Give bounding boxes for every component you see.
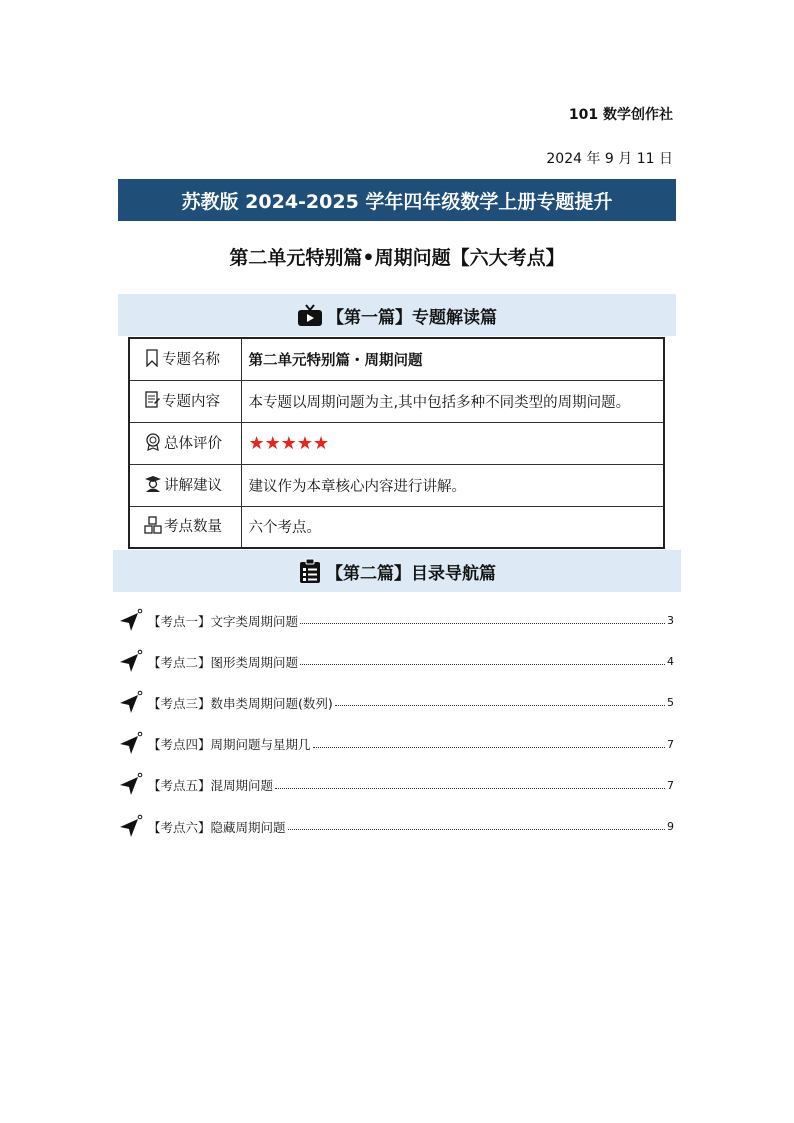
navigation-arrow-icon bbox=[118, 649, 144, 675]
navigation-arrow-icon bbox=[118, 731, 144, 757]
toc-page-number: 4 bbox=[667, 655, 674, 669]
row-label: 考点数量 bbox=[164, 519, 222, 536]
row-label-cell bbox=[129, 380, 241, 422]
toc-entry[interactable] bbox=[118, 600, 674, 641]
row-label-cell bbox=[129, 506, 241, 548]
toc-entry-title: 【考点四】周期问题与星期几 bbox=[148, 737, 311, 753]
toc-entry[interactable] bbox=[118, 806, 674, 847]
clipboard-list-icon bbox=[298, 558, 322, 584]
toc-entry-title: 【考点五】混周期问题 bbox=[148, 778, 274, 794]
document-subtitle: 第二单元特别篇•周期问题【六大考点】 bbox=[229, 247, 565, 269]
toc-page-number: 3 bbox=[667, 614, 674, 628]
toc-entry-title: 【考点一】文字类周期问题 bbox=[148, 613, 299, 629]
document-icon bbox=[144, 391, 160, 413]
document-title: 苏教版 2024-2025 学年四年级数学上册专题提升 bbox=[181, 190, 613, 213]
title-banner bbox=[118, 179, 676, 221]
row-label-cell bbox=[129, 422, 241, 464]
row-label: 专题名称 bbox=[162, 351, 220, 368]
toc-page-number: 7 bbox=[667, 778, 674, 792]
row-label-cell bbox=[129, 464, 241, 506]
bookmark-icon bbox=[144, 349, 160, 371]
toc-entry[interactable] bbox=[118, 765, 674, 806]
award-icon bbox=[144, 433, 162, 455]
toc-page-number: 9 bbox=[667, 820, 674, 834]
row-value: 六个考点。 bbox=[241, 506, 664, 548]
dot-leader bbox=[288, 829, 665, 830]
rating-cell bbox=[241, 422, 664, 464]
row-label-cell bbox=[129, 338, 241, 380]
table-row bbox=[129, 422, 664, 464]
row-label: 专题内容 bbox=[162, 393, 220, 410]
toc-entry[interactable] bbox=[118, 724, 674, 765]
table-row bbox=[129, 506, 664, 548]
dot-leader bbox=[300, 623, 665, 624]
teacher-icon bbox=[144, 475, 162, 497]
toc-page-number: 5 bbox=[667, 696, 674, 710]
tv-icon bbox=[297, 303, 323, 327]
section-header-interpretation bbox=[118, 294, 676, 336]
toc-page-number: 7 bbox=[667, 737, 674, 751]
section-header-navigation bbox=[113, 550, 681, 592]
section-title: 【第二篇】目录导航篇 bbox=[326, 563, 496, 584]
dot-leader bbox=[313, 747, 665, 748]
star-rating: ★★★★★ bbox=[248, 432, 330, 454]
toc-entry[interactable] bbox=[118, 682, 674, 723]
dot-leader bbox=[300, 664, 665, 665]
organization-name: 101 数学创作社 bbox=[568, 107, 673, 123]
row-label: 总体评价 bbox=[164, 435, 222, 452]
blocks-icon bbox=[144, 516, 162, 538]
section-title: 【第一篇】专题解读篇 bbox=[327, 307, 497, 328]
toc-entry-title: 【考点三】数串类周期问题(数列) bbox=[148, 695, 333, 711]
table-row bbox=[129, 464, 664, 506]
navigation-arrow-icon bbox=[118, 690, 144, 716]
document-date: 2024 年 9 月 11 日 bbox=[546, 151, 673, 167]
toc-entry[interactable] bbox=[118, 641, 674, 682]
toc-entry-title: 【考点二】图形类周期问题 bbox=[148, 654, 299, 670]
dot-leader bbox=[275, 788, 665, 789]
toc-entry-title: 【考点六】隐藏周期问题 bbox=[148, 819, 286, 835]
navigation-arrow-icon bbox=[118, 772, 144, 798]
table-row bbox=[129, 338, 664, 380]
topic-info-table bbox=[128, 337, 665, 549]
row-value: 本专题以周期问题为主,其中包括多种不同类型的周期问题。 bbox=[241, 380, 664, 422]
table-row bbox=[129, 380, 664, 422]
dot-leader bbox=[335, 705, 665, 706]
row-value: 建议作为本章核心内容进行讲解。 bbox=[241, 464, 664, 506]
navigation-arrow-icon bbox=[118, 814, 144, 840]
row-label: 讲解建议 bbox=[164, 477, 222, 494]
navigation-arrow-icon bbox=[118, 608, 144, 634]
row-value: 第二单元特别篇・周期问题 bbox=[241, 338, 664, 380]
table-of-contents bbox=[118, 600, 674, 847]
